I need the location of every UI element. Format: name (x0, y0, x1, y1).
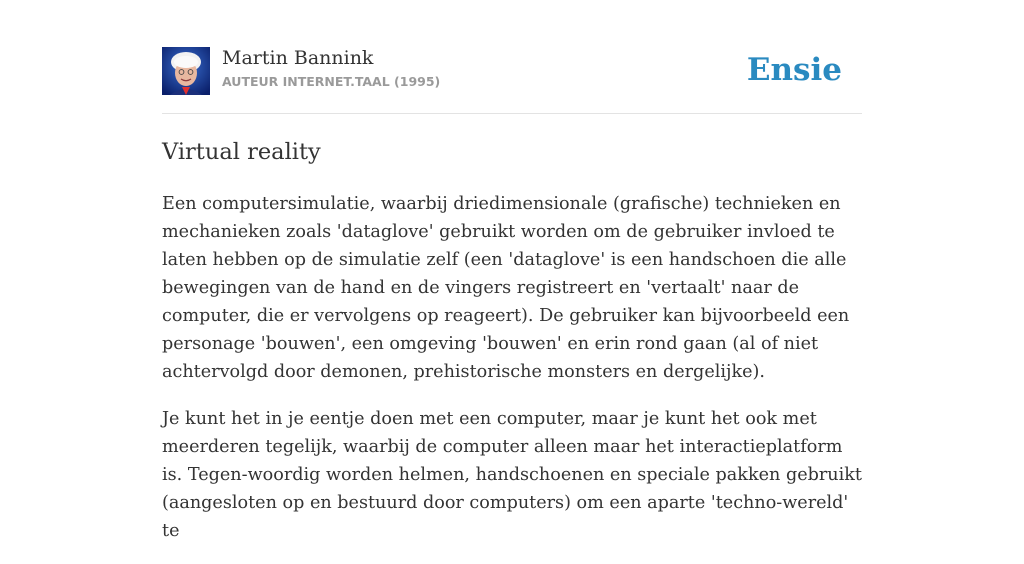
header-divider (162, 113, 862, 114)
author-name[interactable]: Martin Bannink (222, 47, 374, 69)
author-subtitle: AUTEUR INTERNET.TAAL (1995) (222, 74, 441, 89)
ensie-logo[interactable]: Ensie (746, 52, 842, 88)
author-avatar[interactable] (162, 47, 210, 95)
article-paragraph: Je kunt het in je eentje doen met een computer, maar je kunt het ook met meerderen tegelijk, waarbij de computer alleen maar het interactieplatform is. Tegen-woordig worden helmen, handschoenen en speciale pakken gebruikt (aangesloten op en bestuurd door computers) om een aparte 'techno-wereld' te (162, 409, 862, 541)
author-photo (162, 47, 210, 95)
article-title: Virtual reality (162, 139, 321, 165)
article-paragraph: Een computersimulatie, waarbij driedimensionale (grafische) technieken en mechanieken zoals 'dataglove' gebruikt worden om de gebruiker invloed te laten hebben op de simulatie zelf (een 'dataglove' is een handschoen die alle bewegingen van de hand en de vingers registreert en 'vertaalt' naar de computer, die er vervolgens op reageert). De gebruiker kan bijvoorbeeld een personage 'bouwen', een omgeving 'bouwen' en erin rond gaan (al of niet achtervolgd door demonen, prehistorische monsters en dergelijke). (162, 194, 850, 382)
article-body (162, 190, 862, 564)
author-header (162, 46, 862, 96)
